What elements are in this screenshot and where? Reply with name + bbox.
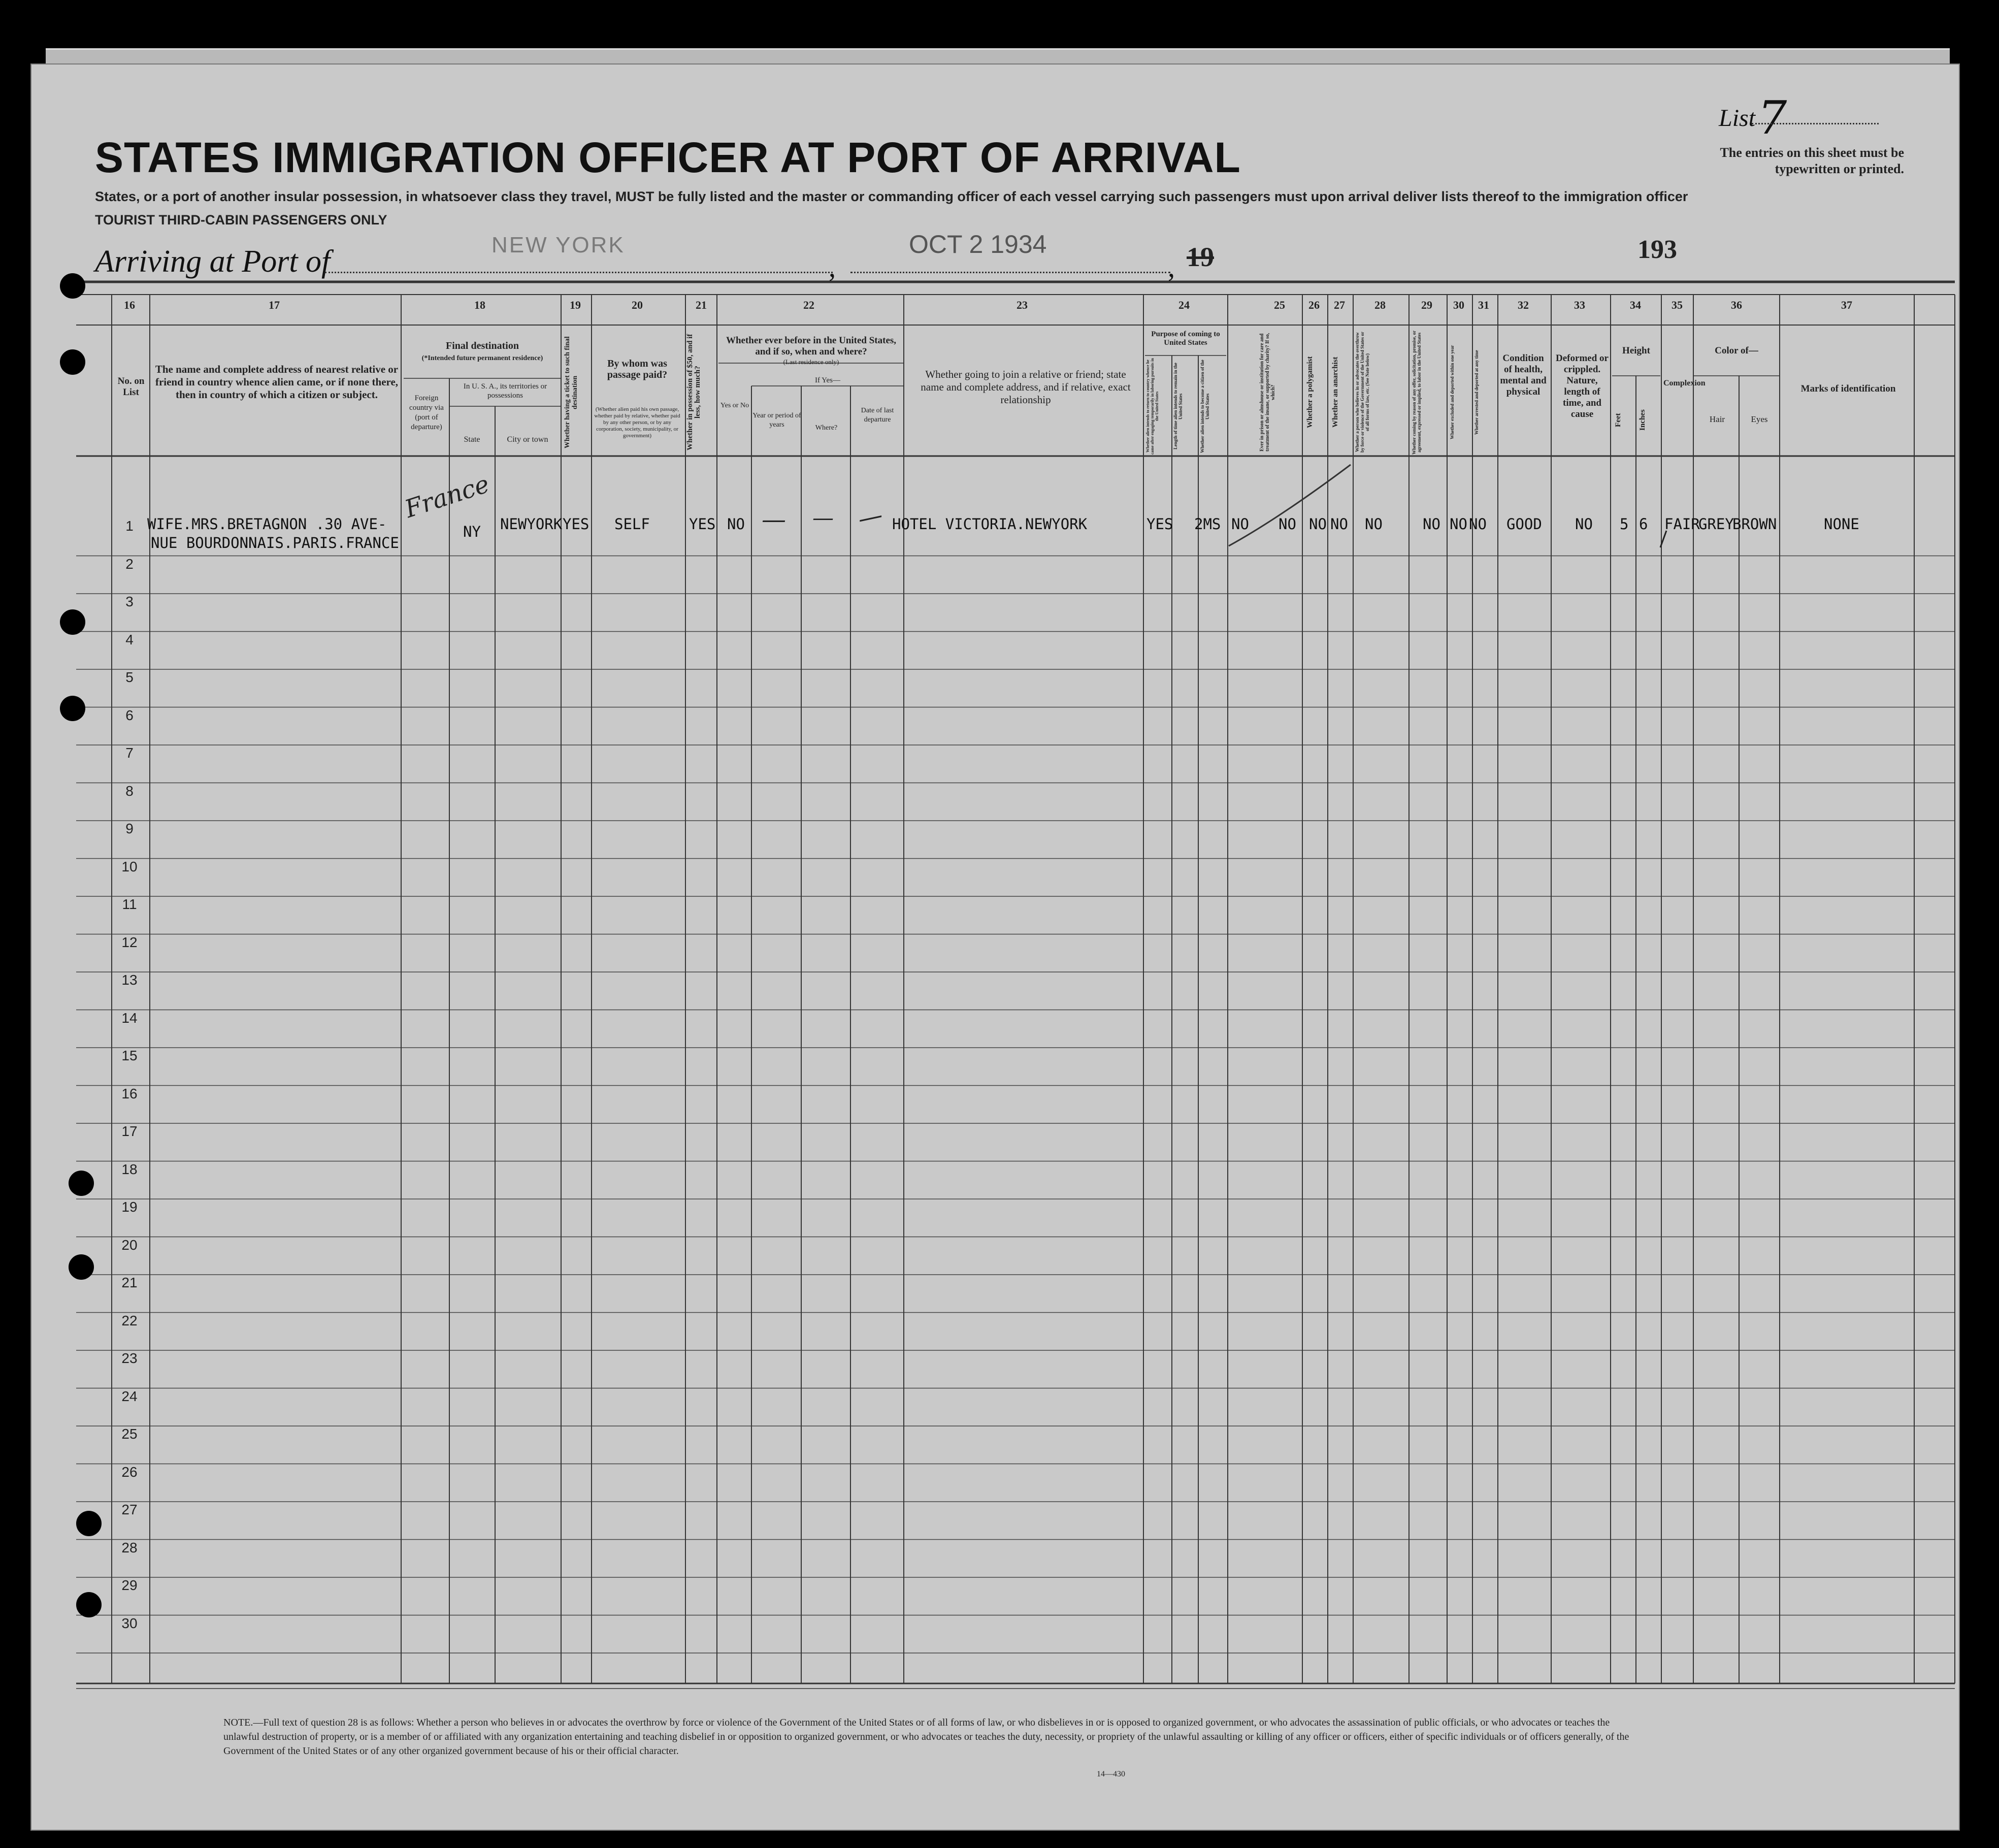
column-number: 17 [269, 299, 280, 311]
column-number: 20 [632, 299, 643, 311]
punch-hole [60, 609, 85, 635]
before-in-us-value: NO [727, 515, 745, 533]
row-number: 29 [121, 1577, 138, 1593]
relative-address-line2: NUE BOURDONNAIS.PARIS.FRANCE [151, 534, 399, 552]
entries-note: The entries on this sheet must be typewritten or printed. [1720, 145, 1904, 176]
list-number: 7 [1758, 91, 1787, 145]
column-number: 33 [1574, 299, 1585, 311]
dash-mark: — [762, 505, 786, 534]
instructions-line: States, or a port of another insular possession, in whatsoever class they travel, MUST be fully listed and the master or commanding officer of each vessel carrying such passengers must upon arrival deliver lists thereof to the immigration officer [95, 189, 1688, 204]
row-number: 19 [121, 1199, 138, 1215]
col20-subheader: (Whether alien paid his own passage, whether paid by relative, whether paid by any other person, or by any corporation, society, municipality, or government) [594, 406, 680, 439]
list-underline [1752, 123, 1879, 124]
row-number: 28 [121, 1539, 138, 1555]
paid-by-value: SELF [614, 515, 650, 533]
col18-city-header: City or town [507, 435, 548, 444]
row-number: 7 [125, 745, 134, 761]
column-number: 19 [570, 299, 581, 311]
row-number: 5 [125, 669, 134, 685]
row-number: 18 [121, 1161, 138, 1177]
height-feet-value: 5 [1620, 515, 1629, 533]
dash-mark: — [812, 505, 834, 530]
col30-header: Whether excluded and deported within one year [1450, 345, 1455, 440]
comma: , [829, 252, 836, 283]
punch-hole [60, 696, 85, 721]
year-alt: 193 [1637, 235, 1677, 264]
row-number: 23 [121, 1350, 138, 1366]
col22-ifyes: If Yes— [814, 376, 840, 384]
col20-header: By whom was passage paid? [607, 358, 668, 380]
anarchist-value: NO [1330, 515, 1348, 533]
col18-subtitle: (*Intended future permanent residence) [421, 354, 543, 362]
height-inches-value: 6 [1639, 515, 1648, 533]
column-number: 36 [1731, 299, 1742, 311]
col36-hair-header: Hair [1709, 414, 1725, 424]
col24-length-header: Length of time alien intends to remain in the United States [1173, 363, 1183, 450]
row-number: 26 [121, 1464, 138, 1480]
row-number: 2 [125, 556, 134, 572]
row-number: 30 [121, 1615, 138, 1631]
col25-header: Ever in prison or almshouse or institution for care and treatment of the insane, or supported by charity? If so, which? [1259, 333, 1276, 452]
col34-inches-header: Inches [1638, 409, 1647, 431]
row-number: 3 [125, 594, 134, 609]
class-line: TOURIST THIRD-CABIN PASSENGERS ONLY [95, 212, 387, 228]
money-value: YES [689, 515, 716, 533]
column-number: 26 [1308, 299, 1320, 311]
col18-state-header: State [464, 435, 480, 444]
col29-header: Whether coming by reason of any offer, solicitation, promise, or agreement, expressed or implied, to labor in the United States [1412, 330, 1422, 455]
column-number: 34 [1630, 299, 1641, 311]
punch-hole [69, 1171, 94, 1196]
row-number: 4 [125, 631, 134, 647]
form-number: 14—430 [1097, 1770, 1125, 1778]
column-number: 25 [1274, 299, 1285, 311]
col28-header: Whether a person who believes in or advocates the overthrow by force or violence of the Government of the United States or of all forms of law, etc. (See Note below) [1355, 332, 1370, 453]
row-number: 22 [121, 1312, 138, 1328]
year-printed: 19 [1187, 242, 1214, 272]
row-number: 15 [121, 1048, 138, 1063]
col23-header: Whether going to join a relative or friend; state name and complete address, and if relative, exact relationship [921, 368, 1131, 406]
col18-usa-header: In U. S. A., its territories or possessions [463, 382, 547, 400]
deformed-value: NO [1575, 515, 1593, 533]
column-number: 27 [1334, 299, 1345, 311]
col17-header: The name and complete address of nearest relative or friend in country whence alien came, or if none there, then in country of which a citizen or subject. [155, 363, 399, 401]
city-value: NEWYORK [500, 515, 563, 533]
column-number: 29 [1421, 299, 1432, 311]
complexion-value: FAIR [1664, 515, 1700, 533]
row-number: 21 [121, 1275, 138, 1290]
col37-header: Marks of identification [1800, 383, 1896, 394]
ticket-value: YES [563, 515, 589, 533]
col31-header: Whether arrested and deported at any time [1474, 350, 1479, 435]
punch-hole [60, 349, 85, 375]
row-number: 6 [125, 707, 134, 723]
col26-header: Whether a polygamist [1306, 356, 1314, 429]
prison-value: NO [1279, 515, 1296, 533]
column-number: 18 [474, 299, 485, 311]
col19-header: Whether having a ticket to such final destination [564, 336, 579, 448]
row-number: 12 [121, 934, 138, 950]
col32-header: Condition of health, mental and physical [1500, 353, 1547, 397]
col36-title: Color of— [1715, 345, 1758, 356]
joining-value: HOTEL VICTORIA.NEWYORK [892, 515, 1088, 533]
comma: , [1168, 252, 1175, 283]
marks-value: NONE [1824, 515, 1859, 533]
col36-eyes-header: Eyes [1751, 414, 1768, 424]
col24-return-header: Whether alien intends to return to country whence he came after engaging temporarily in laboring pursuits in the United States [1145, 358, 1159, 455]
health-value: GOOD [1506, 515, 1542, 533]
punch-hole [60, 273, 85, 299]
column-number: 37 [1841, 299, 1852, 311]
col33-header: Deformed or crippled. Nature, length of time, and cause [1556, 353, 1609, 419]
col34-title: Height [1622, 345, 1650, 356]
col21-header: Whether in possession of $50, and if less, how much? [686, 334, 702, 451]
length-stay-value: 2MS [1194, 515, 1221, 533]
col24-citizen-header: Whether alien intends to become a citizen of the United States [1200, 360, 1210, 453]
column-number: 30 [1453, 299, 1464, 311]
punch-hole [76, 1592, 102, 1617]
row-number: 24 [121, 1388, 138, 1404]
row-number: 14 [121, 1010, 138, 1026]
row-number: 27 [121, 1502, 138, 1517]
row-number: 9 [125, 821, 134, 836]
row-number: 16 [121, 1085, 138, 1101]
row-number: 25 [121, 1426, 138, 1442]
col22-year-header: Year or period of years [752, 412, 801, 429]
date-underline [850, 272, 1170, 273]
column-number: 35 [1672, 299, 1683, 311]
arriving-label: Arriving at Port of [95, 244, 331, 279]
punch-hole [69, 1254, 94, 1280]
row-number: 17 [121, 1123, 138, 1139]
relative-address-line1: WIFE.MRS.BRETAGNON .30 AVE- [147, 515, 387, 533]
date-stamp: OCT 2 1934 [909, 230, 1047, 258]
hair-value: GREY [1698, 515, 1734, 533]
row-number: 10 [121, 858, 138, 874]
column-number: 24 [1178, 299, 1190, 311]
col24-title: Purpose of coming to United States [1151, 330, 1220, 347]
col22-date-header: Date of last departure [861, 407, 894, 424]
labor-offer-value: NO [1423, 515, 1440, 533]
col22-yesno-header: Yes or No [720, 402, 749, 409]
dash-mark: — [855, 500, 886, 534]
row-number: 1 [125, 518, 134, 534]
column-number: 21 [696, 299, 707, 311]
state-value: NY [463, 523, 481, 540]
row-number: 13 [121, 972, 138, 988]
return-intent-value: YES [1146, 515, 1173, 533]
eyes-value: BROWN [1732, 515, 1777, 533]
col22-subtitle: (Last residence only) [783, 358, 839, 366]
list-label: List [1719, 105, 1756, 132]
col18-foreign-header: Foreign country via (port of departure) [409, 394, 444, 431]
row-number: 8 [125, 783, 134, 799]
col22-title: Whether ever before in the United States, and if so, when and where? [726, 335, 897, 357]
column-number: 16 [124, 299, 135, 311]
column-number: 32 [1518, 299, 1529, 311]
punch-hole [76, 1511, 102, 1536]
foreign-country: France [401, 469, 493, 524]
excluded-value: NO [1450, 515, 1467, 533]
citizen-intent-value: NO [1231, 515, 1249, 533]
col27-header: Whether an anarchist [1331, 356, 1339, 428]
col22-where-header: Where? [815, 424, 838, 432]
polygamist-value: NO [1309, 515, 1327, 533]
column-number: 23 [1017, 299, 1028, 311]
arrested-value: NO [1469, 515, 1487, 533]
row-number: 20 [121, 1237, 138, 1253]
col18-title: Final destination [446, 340, 519, 351]
row-number: 11 [122, 896, 137, 912]
column-number: 22 [803, 299, 814, 311]
column-number: 31 [1478, 299, 1489, 311]
question-28-note: NOTE.—Full text of question 28 is as follows: Whether a person who believes in or advocates the overthrow by force or violence of the Government of the United States or of all forms of law, or who disbelieves in or is opposed to organized government, or who advocates the assassination of public officials, or who advocates or teaches the unlawful destruction of property, or is a member of or affiliated with any organization entertaining and teaching disbelief in or opposition to organized government, or who advocates or teaches the duty, necessity, or propriety of the unlawful assaulting or killing of any officer or officers, either of specific individuals or of officers generally, of the Government of the United States or of any other organized government because of his or their official character. [223, 1717, 1629, 1757]
col35-header: Complexion [1663, 379, 1706, 387]
port-name: NEW YORK [491, 233, 625, 257]
col34-feet-header: Feet [1614, 413, 1622, 428]
port-underline [325, 272, 833, 273]
col16-header: No. on List [117, 376, 145, 398]
form-title: STATES IMMIGRATION OFFICER AT PORT OF ARRIVAL [95, 134, 1241, 181]
overthrow-value: NO [1365, 515, 1383, 533]
column-number: 28 [1374, 299, 1386, 311]
